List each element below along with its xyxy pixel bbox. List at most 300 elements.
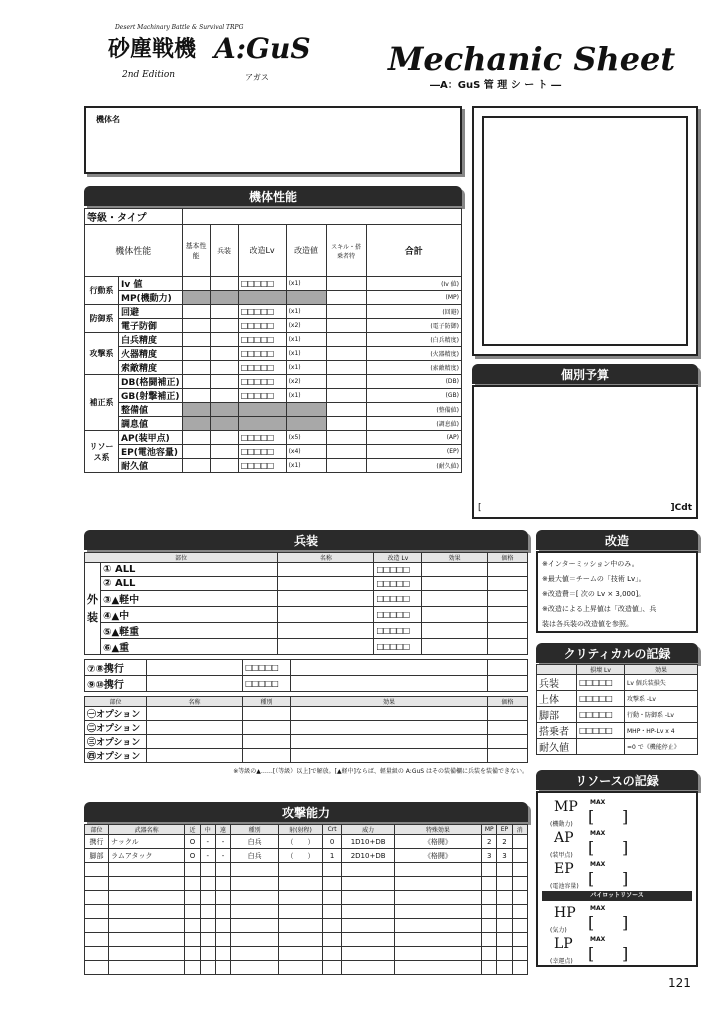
attack-head-row: [85, 825, 528, 835]
skill-value-cell[interactable]: [326, 361, 366, 375]
option-price-cell[interactable]: [488, 721, 528, 735]
arm-value-cell[interactable]: [210, 347, 238, 361]
attack-cell[interactable]: [279, 933, 323, 947]
weapon-effect-cell[interactable]: [422, 639, 488, 655]
attack-cell[interactable]: [185, 933, 200, 947]
attack-cell[interactable]: [109, 905, 185, 919]
attack-cell[interactable]: [185, 919, 200, 933]
attack-cell[interactable]: [394, 891, 481, 905]
mod-lv-boxes[interactable]: □□□□□: [238, 431, 286, 445]
total-cell[interactable]: (電子防御): [366, 319, 461, 333]
arm-value-cell[interactable]: [210, 375, 238, 389]
perf-row: [85, 305, 462, 319]
attack-cell[interactable]: [109, 947, 185, 961]
attack-cell[interactable]: [342, 891, 394, 905]
weapon-lv-boxes[interactable]: □□□□□: [374, 577, 422, 591]
attack-cell[interactable]: [279, 919, 323, 933]
arm-value-cell[interactable]: [210, 459, 238, 473]
attack-cell[interactable]: 1D10+DB: [342, 835, 394, 849]
mod-lv-boxes[interactable]: □□□□□: [238, 389, 286, 403]
attack-cell[interactable]: [185, 947, 200, 961]
attack-cell[interactable]: [322, 933, 342, 947]
attack-cell[interactable]: [185, 863, 200, 877]
base-value-cell[interactable]: [182, 431, 210, 445]
mod-lv-boxes[interactable]: □□□□□: [238, 277, 286, 291]
total-cell[interactable]: (Iv 値): [366, 277, 461, 291]
arm-value-cell[interactable]: [210, 431, 238, 445]
skill-value-cell[interactable]: [326, 403, 366, 417]
attack-cell[interactable]: [279, 863, 323, 877]
arm-value-cell[interactable]: [210, 291, 238, 305]
mod-lv-boxes[interactable]: [238, 417, 286, 431]
mod-lv-boxes[interactable]: □□□□□: [238, 361, 286, 375]
attack-cell[interactable]: [482, 891, 497, 905]
attack-cell[interactable]: [231, 919, 279, 933]
machine-name-box[interactable]: [84, 106, 462, 174]
attack-cell[interactable]: [482, 947, 497, 961]
total-cell[interactable]: (火器精度): [366, 347, 461, 361]
weapon-price-cell[interactable]: [488, 563, 528, 577]
option-price-cell[interactable]: [488, 707, 528, 721]
resource-bracket-open: [: [588, 807, 595, 826]
attack-cell[interactable]: 0: [322, 835, 342, 849]
attack-cell[interactable]: [215, 919, 230, 933]
total-cell[interactable]: (回避): [366, 305, 461, 319]
mod-value-cell[interactable]: [286, 417, 326, 431]
weapon-lv-boxes[interactable]: □□□□□: [374, 623, 422, 639]
mod-value-cell[interactable]: (x1): [286, 333, 326, 347]
resource-label: EP: [554, 861, 574, 877]
attack-cell[interactable]: [342, 947, 394, 961]
attack-cell[interactable]: [497, 947, 512, 961]
mod-value-cell[interactable]: (x1): [286, 459, 326, 473]
attack-cell[interactable]: [85, 947, 109, 961]
resource-entry[interactable]: [544, 905, 694, 935]
mod-value-cell[interactable]: (x4): [286, 445, 326, 459]
attack-cell[interactable]: [394, 905, 481, 919]
attack-cell[interactable]: [322, 947, 342, 961]
skill-value-cell[interactable]: [326, 319, 366, 333]
skill-value-cell[interactable]: [326, 291, 366, 305]
attack-cell[interactable]: [497, 933, 512, 947]
weapon-effect-cell[interactable]: [422, 591, 488, 607]
mod-value-cell[interactable]: [286, 291, 326, 305]
skill-value-cell[interactable]: [326, 277, 366, 291]
resource-entry[interactable]: [544, 799, 694, 829]
attack-cell[interactable]: [482, 933, 497, 947]
option-table: [84, 696, 528, 763]
skill-value-cell[interactable]: [326, 305, 366, 319]
mod-lv-boxes[interactable]: □□□□□: [238, 459, 286, 473]
option-effect-cell[interactable]: [291, 735, 488, 749]
arm-value-cell[interactable]: [210, 417, 238, 431]
attack-cell[interactable]: [394, 947, 481, 961]
attack-cell[interactable]: [497, 891, 512, 905]
total-cell[interactable]: (白兵精度): [366, 333, 461, 347]
attack-cell[interactable]: [342, 919, 394, 933]
total-cell[interactable]: (AP): [366, 431, 461, 445]
perf-row: [85, 375, 462, 389]
total-cell[interactable]: (耐久値): [366, 459, 461, 473]
mod-lv-boxes[interactable]: □□□□□: [238, 319, 286, 333]
weapon-name-cell[interactable]: [278, 639, 374, 655]
critical-lv-boxes[interactable]: □□□□□: [577, 723, 625, 739]
weapon-effect-cell[interactable]: [422, 607, 488, 623]
attack-cell[interactable]: -: [215, 835, 230, 849]
perf-row-label: 電子防御: [119, 319, 183, 333]
option-kind-cell[interactable]: [243, 721, 291, 735]
base-value-cell[interactable]: [182, 459, 210, 473]
arm-value-cell[interactable]: [210, 445, 238, 459]
attack-cell[interactable]: [200, 919, 215, 933]
attack-cell[interactable]: [85, 891, 109, 905]
attack-cell[interactable]: [322, 877, 342, 891]
option-effect-cell[interactable]: [291, 749, 488, 763]
attack-cell[interactable]: [497, 961, 512, 975]
critical-lv-boxes[interactable]: □□□□□: [577, 691, 625, 707]
option-kind-cell[interactable]: [243, 749, 291, 763]
attack-cell[interactable]: [231, 891, 279, 905]
critical-lv-boxes[interactable]: □□□□□: [577, 707, 625, 723]
total-cell[interactable]: (GB): [366, 389, 461, 403]
hand-lv-boxes[interactable]: □□□□□: [243, 676, 291, 692]
attack-cell[interactable]: [200, 877, 215, 891]
attack-cell[interactable]: [342, 877, 394, 891]
attack-cell[interactable]: [200, 891, 215, 905]
attack-cell[interactable]: [279, 877, 323, 891]
attack-cell[interactable]: 2: [482, 835, 497, 849]
attack-cell[interactable]: [512, 933, 527, 947]
weapons-note: ※等級の▲……[（等級）以上]で解放。[▲軽中]ならば、軽量級の A:GuS はその装備欄に兵装を装備できない。: [233, 768, 528, 775]
skill-value-cell[interactable]: [326, 333, 366, 347]
attack-cell[interactable]: [109, 863, 185, 877]
attack-cell[interactable]: [231, 905, 279, 919]
attack-cell[interactable]: [231, 877, 279, 891]
weapon-name-cell[interactable]: [278, 563, 374, 577]
mod-note-line: 装は各兵装の改造値を参照。: [542, 620, 633, 628]
hand-price-cell[interactable]: [488, 676, 528, 692]
hand-lv-boxes[interactable]: □□□□□: [243, 660, 291, 676]
attack-cell[interactable]: [85, 933, 109, 947]
skill-value-cell[interactable]: [326, 431, 366, 445]
attack-cell[interactable]: [394, 863, 481, 877]
attack-cell[interactable]: [109, 933, 185, 947]
attack-cell[interactable]: [185, 961, 200, 975]
critical-part-label: 兵装: [537, 675, 577, 691]
option-effect-cell[interactable]: [291, 707, 488, 721]
resource-entry[interactable]: [544, 830, 694, 860]
mod-value-cell[interactable]: (x2): [286, 319, 326, 333]
option-name-cell[interactable]: [147, 735, 243, 749]
option-price-cell[interactable]: [488, 749, 528, 763]
attack-cell[interactable]: [85, 863, 109, 877]
skill-value-cell[interactable]: [326, 347, 366, 361]
attack-cell[interactable]: （ ）: [279, 849, 323, 863]
mod-value-cell[interactable]: (x1): [286, 277, 326, 291]
attack-cell[interactable]: [482, 961, 497, 975]
mod-value-cell[interactable]: [286, 403, 326, 417]
attack-cell[interactable]: -: [200, 835, 215, 849]
weapon-price-cell[interactable]: [488, 577, 528, 591]
attack-cell[interactable]: [215, 891, 230, 905]
resource-entry[interactable]: [544, 861, 694, 891]
budget-box[interactable]: [472, 385, 698, 519]
attack-cell[interactable]: [200, 863, 215, 877]
mod-lv-boxes[interactable]: □□□□□: [238, 347, 286, 361]
attack-cell[interactable]: [231, 961, 279, 975]
mod-lv-boxes[interactable]: □□□□□: [238, 445, 286, 459]
option-row: [85, 749, 528, 763]
attack-cell[interactable]: ナックル: [109, 835, 185, 849]
attack-cell[interactable]: O: [185, 835, 200, 849]
arm-value-cell[interactable]: [210, 277, 238, 291]
attack-cell[interactable]: [394, 961, 481, 975]
weapon-effect-cell[interactable]: [422, 623, 488, 639]
mod-value-cell[interactable]: (x1): [286, 347, 326, 361]
weapon-lv-boxes[interactable]: □□□□□: [374, 607, 422, 623]
attack-cell[interactable]: [322, 863, 342, 877]
total-cell[interactable]: (MP): [366, 291, 461, 305]
attack-cell[interactable]: [231, 933, 279, 947]
attack-cell[interactable]: [342, 961, 394, 975]
mod-value-cell[interactable]: (x1): [286, 361, 326, 375]
option-kind-cell[interactable]: [243, 707, 291, 721]
option-kind-cell[interactable]: [243, 735, 291, 749]
attack-cell[interactable]: 《格闘》: [394, 835, 481, 849]
base-value-cell[interactable]: [182, 319, 210, 333]
attack-cell[interactable]: 携行: [85, 835, 109, 849]
arm-value-cell[interactable]: [210, 305, 238, 319]
attack-cell[interactable]: 3: [497, 849, 512, 863]
skill-value-cell[interactable]: [326, 375, 366, 389]
attack-cell[interactable]: [512, 877, 527, 891]
w-head-price: 価格: [488, 553, 528, 563]
attack-cell[interactable]: [512, 849, 527, 863]
mod-note-line: ※改造による上昇値は「改造値」、兵: [542, 605, 657, 613]
attack-cell[interactable]: 1: [322, 849, 342, 863]
base-value-cell[interactable]: [182, 375, 210, 389]
attack-cell[interactable]: [85, 919, 109, 933]
attack-cell[interactable]: 3: [482, 849, 497, 863]
attack-cell[interactable]: （ ）: [279, 835, 323, 849]
base-value-cell[interactable]: [182, 361, 210, 375]
attack-cell[interactable]: [512, 947, 527, 961]
attack-cell[interactable]: [512, 835, 527, 849]
attack-cell[interactable]: [279, 905, 323, 919]
attack-cell[interactable]: [342, 905, 394, 919]
attack-cell[interactable]: [322, 891, 342, 905]
hand-name-cell[interactable]: [147, 660, 243, 676]
attack-cell[interactable]: [482, 919, 497, 933]
attack-cell[interactable]: [185, 891, 200, 905]
attack-cell[interactable]: 《格闘》: [394, 849, 481, 863]
attack-cell[interactable]: [109, 891, 185, 905]
grade-value[interactable]: [182, 209, 461, 225]
attack-cell[interactable]: [342, 933, 394, 947]
option-name-cell[interactable]: [147, 707, 243, 721]
weapon-lv-boxes[interactable]: □□□□□: [374, 639, 422, 655]
attack-cell[interactable]: [279, 961, 323, 975]
attack-cell[interactable]: [200, 905, 215, 919]
resource-max-label: MAX: [590, 799, 606, 806]
weapon-lv-boxes[interactable]: □□□□□: [374, 591, 422, 607]
weapon-price-cell[interactable]: [488, 639, 528, 655]
mod-lv-boxes[interactable]: □□□□□: [238, 375, 286, 389]
attack-cell[interactable]: [215, 961, 230, 975]
option-row: [85, 735, 528, 749]
attack-cell[interactable]: [215, 877, 230, 891]
option-name-cell[interactable]: [147, 721, 243, 735]
attack-cell[interactable]: [497, 919, 512, 933]
total-cell[interactable]: (DB): [366, 375, 461, 389]
attack-cell[interactable]: [482, 877, 497, 891]
base-value-cell[interactable]: [182, 347, 210, 361]
hand-effect-cell[interactable]: [291, 676, 488, 692]
logo-jp: 砂塵戦機: [108, 36, 197, 62]
attack-cell[interactable]: [394, 919, 481, 933]
base-value-cell[interactable]: [182, 389, 210, 403]
critical-lv-boxes[interactable]: [577, 739, 625, 755]
base-value-cell[interactable]: [182, 417, 210, 431]
col-val: 改造値: [286, 225, 326, 277]
attack-cell[interactable]: [322, 905, 342, 919]
hand-name-cell[interactable]: [147, 676, 243, 692]
attack-cell[interactable]: [85, 961, 109, 975]
attack-cell[interactable]: [200, 933, 215, 947]
weapon-row: [85, 577, 528, 591]
total-cell[interactable]: (EP): [366, 445, 461, 459]
attack-cell[interactable]: [185, 877, 200, 891]
skill-value-cell[interactable]: [326, 459, 366, 473]
mod-lv-boxes[interactable]: [238, 403, 286, 417]
attack-cell[interactable]: [512, 919, 527, 933]
attack-cell[interactable]: [512, 863, 527, 877]
attack-cell[interactable]: [394, 877, 481, 891]
attack-cell[interactable]: [322, 961, 342, 975]
critical-lv-boxes[interactable]: □□□□□: [577, 675, 625, 691]
option-price-cell[interactable]: [488, 735, 528, 749]
arm-value-cell[interactable]: [210, 403, 238, 417]
base-value-cell[interactable]: [182, 333, 210, 347]
attack-cell[interactable]: -: [215, 849, 230, 863]
mod-lv-boxes[interactable]: □□□□□: [238, 333, 286, 347]
total-cell[interactable]: (索敵精度): [366, 361, 461, 375]
attack-cell[interactable]: [215, 905, 230, 919]
col-arm: 兵装: [210, 225, 238, 277]
arm-value-cell[interactable]: [210, 333, 238, 347]
base-value-cell[interactable]: [182, 403, 210, 417]
attack-cell[interactable]: [512, 905, 527, 919]
option-effect-cell[interactable]: [291, 721, 488, 735]
attack-cell[interactable]: [109, 919, 185, 933]
picture-box[interactable]: [472, 106, 698, 356]
attack-cell[interactable]: [322, 919, 342, 933]
mod-value-cell[interactable]: (x2): [286, 375, 326, 389]
attack-cell[interactable]: [394, 933, 481, 947]
weapon-price-cell[interactable]: [488, 591, 528, 607]
mod-value-cell[interactable]: (x1): [286, 305, 326, 319]
attack-cell[interactable]: [215, 933, 230, 947]
resource-entry[interactable]: [544, 936, 694, 966]
resource-bracket-open: [: [588, 944, 595, 963]
base-value-cell[interactable]: [182, 291, 210, 305]
weapon-price-cell[interactable]: [488, 607, 528, 623]
perf-row: [85, 361, 462, 375]
attack-cell[interactable]: 2D10+DB: [342, 849, 394, 863]
mod-lv-boxes[interactable]: □□□□□: [238, 305, 286, 319]
weapon-name-cell[interactable]: [278, 591, 374, 607]
attack-cell[interactable]: [200, 961, 215, 975]
total-cell[interactable]: (整備値): [366, 403, 461, 417]
attack-cell[interactable]: O: [185, 849, 200, 863]
weapon-name-cell[interactable]: [278, 577, 374, 591]
arm-value-cell[interactable]: [210, 319, 238, 333]
attack-cell[interactable]: [512, 891, 527, 905]
mod-value-cell[interactable]: (x1): [286, 389, 326, 403]
weapon-name-cell[interactable]: [278, 623, 374, 639]
sheet-subtitle: ―A：GuS 管 理 シ ー ト ―: [430, 80, 562, 91]
total-cell[interactable]: (調息値): [366, 417, 461, 431]
attack-cell[interactable]: 脚部: [85, 849, 109, 863]
attack-cell[interactable]: [231, 947, 279, 961]
skill-value-cell[interactable]: [326, 389, 366, 403]
weapon-lv-boxes[interactable]: □□□□□: [374, 563, 422, 577]
attack-cell[interactable]: [497, 905, 512, 919]
arm-value-cell[interactable]: [210, 389, 238, 403]
attack-cell[interactable]: [497, 863, 512, 877]
attack-cell[interactable]: [482, 863, 497, 877]
weapon-name-cell[interactable]: [278, 607, 374, 623]
attack-cell[interactable]: [85, 905, 109, 919]
attack-cell[interactable]: -: [200, 849, 215, 863]
mod-lv-boxes[interactable]: [238, 291, 286, 305]
attack-cell[interactable]: 白兵: [231, 835, 279, 849]
attack-cell[interactable]: [497, 877, 512, 891]
attack-cell[interactable]: [185, 905, 200, 919]
attack-cell[interactable]: 2: [497, 835, 512, 849]
weapon-price-cell[interactable]: [488, 623, 528, 639]
attack-cell[interactable]: ラムアタック: [109, 849, 185, 863]
attack-cell[interactable]: [85, 877, 109, 891]
attack-cell[interactable]: [279, 891, 323, 905]
base-value-cell[interactable]: [182, 305, 210, 319]
attack-cell[interactable]: [109, 877, 185, 891]
attack-cell[interactable]: [512, 961, 527, 975]
skill-value-cell[interactable]: [326, 417, 366, 431]
skill-value-cell[interactable]: [326, 445, 366, 459]
hand-effect-cell[interactable]: [291, 660, 488, 676]
perf-row-label: AP(装甲点): [119, 431, 183, 445]
weapon-effect-cell[interactable]: [422, 577, 488, 591]
attack-cell[interactable]: [231, 863, 279, 877]
perf-row-label: 回避: [119, 305, 183, 319]
attack-cell[interactable]: [109, 961, 185, 975]
weapon-effect-cell[interactable]: [422, 563, 488, 577]
mod-value-cell[interactable]: (x5): [286, 431, 326, 445]
attack-cell[interactable]: [200, 947, 215, 961]
attack-cell[interactable]: [215, 863, 230, 877]
base-value-cell[interactable]: [182, 277, 210, 291]
attack-cell[interactable]: 白兵: [231, 849, 279, 863]
attack-cell[interactable]: [279, 947, 323, 961]
option-name-cell[interactable]: [147, 749, 243, 763]
attack-cell[interactable]: [342, 863, 394, 877]
arm-value-cell[interactable]: [210, 361, 238, 375]
attack-cell[interactable]: [482, 905, 497, 919]
base-value-cell[interactable]: [182, 445, 210, 459]
attack-cell[interactable]: [215, 947, 230, 961]
hand-price-cell[interactable]: [488, 660, 528, 676]
